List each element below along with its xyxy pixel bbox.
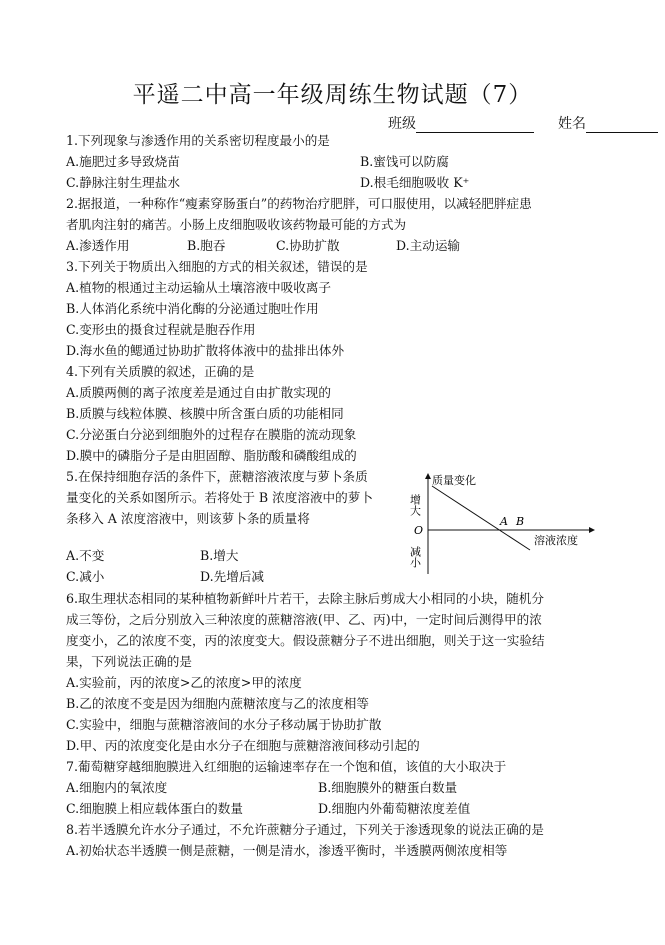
question-1-option-b: B.蜜饯可以防腐 — [360, 154, 449, 169]
question-6-stem-line-2: 成三等份，之后分别放入三种浓度的蔗糖溶液(甲、乙、丙)中，一定时间后测得甲的浓 — [66, 612, 542, 627]
question-3-stem: 3.下列关于物质出入细胞的方式的相关叙述，错误的是 — [66, 259, 368, 274]
question-7-option-b: B.细胞膜外的糖蛋白数量 — [318, 780, 458, 795]
question-4-option-c: C.分泌蛋白分泌到细胞外的过程存在膜脂的流动现象 — [66, 427, 357, 442]
question-1-option-c: C.静脉注射生理盐水 — [66, 175, 180, 190]
question-1-option-d: D.根毛细胞吸收 K⁺ — [360, 175, 470, 190]
question-5-option-c: C.减小 — [66, 569, 105, 584]
question-2-option-c: C.协助扩散 — [276, 238, 340, 253]
question-4-option-d: D.膜中的磷脂分子是由胆固醇、脂肪酸和磷酸组成的 — [66, 448, 357, 463]
question-5-stem-line-2: 量变化的关系如图所示。若将处于 B 浓度溶液中的萝卜 — [66, 490, 373, 505]
question-3-option-c: C.变形虫的摄食过程就是胞吞作用 — [66, 322, 256, 337]
question-3-option-a: A.植物的根通过主动运输从土壤溶液中吸收离子 — [66, 280, 331, 295]
question-6-option-d: D.甲、丙的浓度变化是由水分子在细胞与蔗糖溶液间移动引起的 — [66, 738, 420, 753]
question-8-stem: 8.若半透膜允许水分子通过，不允许蔗糖分子通过，下列关于渗透现象的说法正确的是 — [66, 822, 544, 837]
class-label: 班级 — [388, 116, 416, 132]
point-b-label: B — [516, 515, 525, 528]
question-7-option-c: C.细胞膜上相应载体蛋白的数量 — [66, 801, 243, 816]
question-2-stem-line-2: 者肌肉注射的痛苦。小肠上皮细胞吸收该药物最可能的方式为 — [66, 217, 407, 232]
question-7-option-d: D.细胞内外葡萄糖浓度差值 — [318, 801, 471, 816]
question-5-option-b: B.增大 — [200, 548, 239, 563]
question-2-stem-line-1: 2.据报道，一种称作“瘦素穿肠蛋白”的药物治疗肥胖，可口服使用，以减轻肥胖症患 — [66, 196, 532, 211]
question-6-option-b: B.乙的浓度不变是因为细胞内蔗糖浓度与乙的浓度相等 — [66, 696, 369, 711]
increase-label: 增大 — [408, 494, 422, 516]
question-6-option-a: A.实验前，丙的浓度>乙的浓度>甲的浓度 — [66, 675, 302, 690]
question-6-stem-line-4: 果，下列说法正确的是 — [66, 654, 192, 669]
decrease-label: 减小 — [408, 546, 422, 568]
name-label: 姓名 — [558, 116, 586, 132]
question-7-stem: 7.葡萄糖穿越细胞膜进入红细胞的运输速率存在一个饱和值，该值的大小取决于 — [66, 759, 507, 774]
page-title: 平遥二中高一年级周练生物试题（7） — [132, 82, 533, 108]
question-5-stem-line-1: 5.在保持细胞存活的条件下，蔗糖溶液浓度与萝卜条质 — [66, 469, 368, 484]
question-4-stem: 4.下列有关质膜的叙述，正确的是 — [66, 364, 255, 379]
question-3-option-b: B.人体消化系统中消化酶的分泌通过胞吐作用 — [66, 301, 319, 316]
question-1-option-a: A.施肥过多导致烧苗 — [66, 154, 180, 169]
question-8-option-a: A.初始状态半透膜一侧是蔗糖，一侧是清水，渗透平衡时，半透膜两侧浓度相等 — [66, 843, 508, 858]
question-4-option-a: A.质膜两侧的离子浓度差是通过自由扩散实现的 — [66, 385, 331, 400]
question-6-stem-line-3: 度变小，乙的浓度不变，丙的浓度变大。假设蔗糖分子不进出细胞，则关于这一实验结 — [66, 633, 545, 648]
x-axis-label: 溶液浓度 — [534, 534, 578, 547]
question-5-stem-line-3: 条移入 A 浓度溶液中，则该萝卜条的质量将 — [66, 511, 310, 526]
question-5-option-d: D.先增后减 — [200, 569, 265, 584]
question-3-option-d: D.海水鱼的鳃通过协助扩散将体液中的盐排出体外 — [66, 343, 345, 358]
question-4-option-b: B.质膜与线粒体膜、核膜中所含蛋白质的功能相同 — [66, 406, 344, 421]
question-6-stem-line-1: 6.取生理状态相同的某种植物新鲜叶片若干，去除主脉后剪成大小相同的小块，随机分 — [66, 591, 544, 606]
student-info-line — [388, 113, 658, 133]
question-2-option-d: D.主动运输 — [396, 238, 461, 253]
question-7-option-a: A.细胞内的氧浓度 — [66, 780, 168, 795]
question-1-stem: 1.下列现象与渗透作用的关系密切程度最小的是 — [66, 133, 330, 148]
origin-label: O — [414, 524, 424, 537]
mass-change-graph — [402, 470, 602, 575]
y-axis-label: 质量变化 — [432, 474, 476, 487]
point-a-label: A — [500, 515, 508, 528]
question-5-option-a: A.不变 — [66, 548, 105, 563]
question-2-option-b: B.胞吞 — [187, 238, 226, 253]
question-6-option-c: C.实验中，细胞与蔗糖溶液间的水分子移动属于协助扩散 — [66, 717, 382, 732]
question-2-option-a: A.渗透作用 — [66, 238, 130, 253]
class-blank-field[interactable] — [416, 117, 534, 133]
name-blank-field[interactable] — [586, 117, 658, 133]
